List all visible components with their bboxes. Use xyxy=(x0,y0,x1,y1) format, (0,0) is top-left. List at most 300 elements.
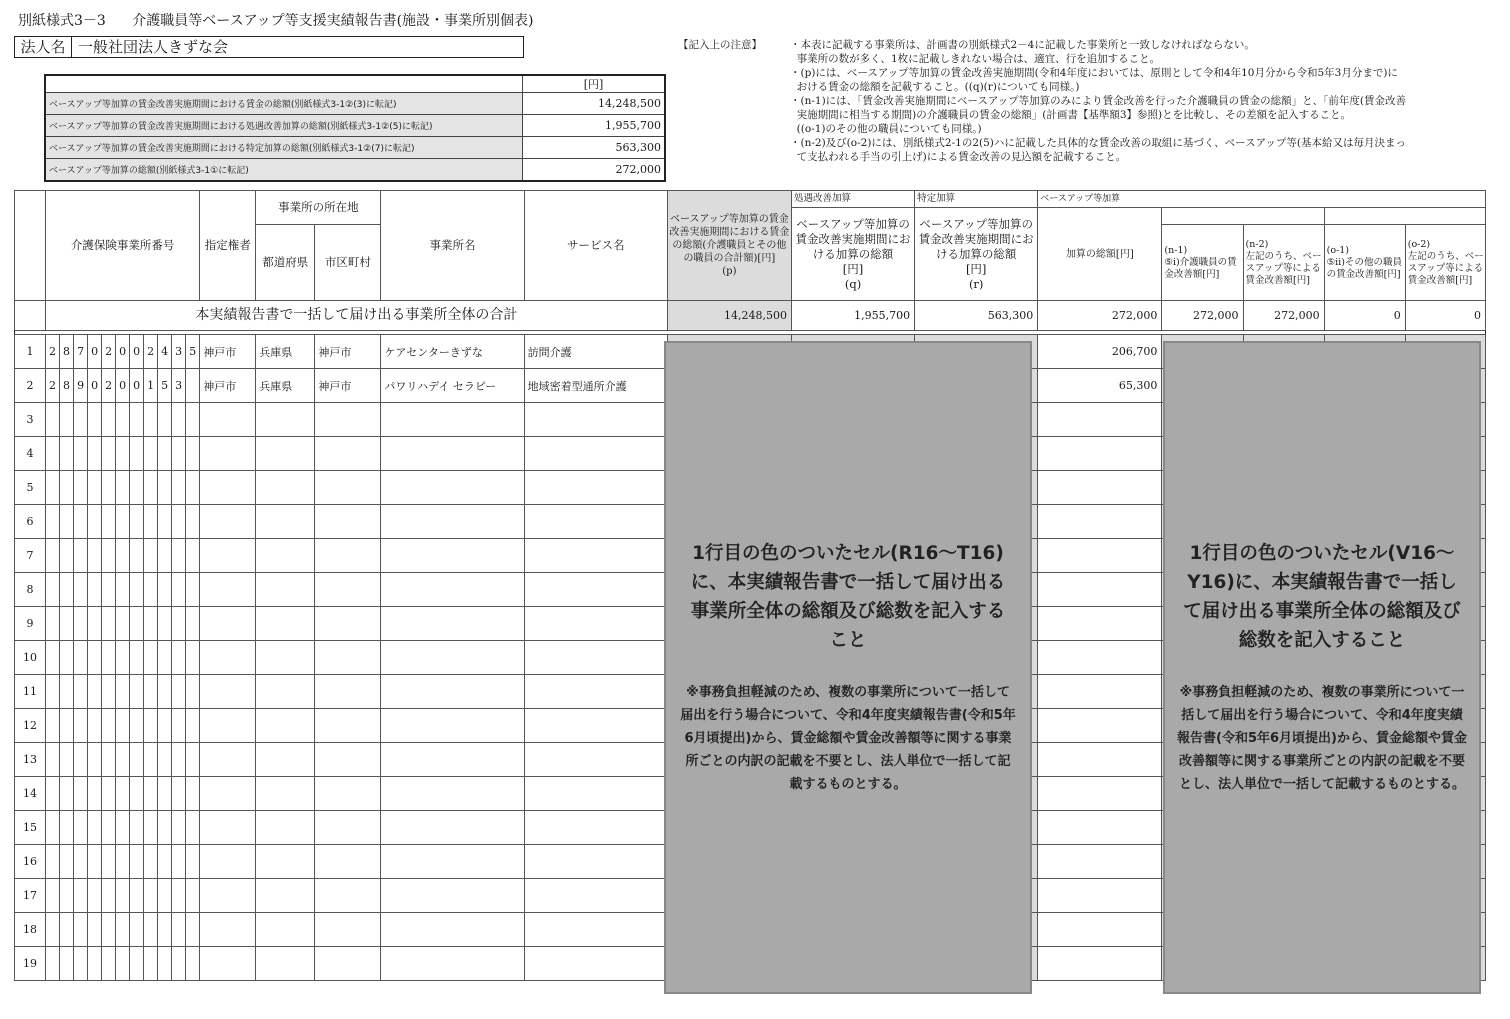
office-number-digit[interactable] xyxy=(186,811,200,845)
summary-row-value[interactable]: 1,955,700 xyxy=(523,115,666,137)
service-name-cell[interactable] xyxy=(524,845,667,879)
office-number-digit[interactable] xyxy=(130,505,144,539)
office-number-digit[interactable] xyxy=(116,403,130,437)
office-number-digit[interactable]: 2 xyxy=(144,335,158,369)
designator-cell[interactable] xyxy=(200,505,256,539)
office-number-digit[interactable] xyxy=(46,471,60,505)
office-number-digit[interactable] xyxy=(60,539,74,573)
designator-cell[interactable] xyxy=(200,437,256,471)
city-cell[interactable] xyxy=(315,845,381,879)
office-number-digit[interactable] xyxy=(88,811,102,845)
office-number-digit[interactable] xyxy=(186,913,200,947)
city-cell[interactable] xyxy=(315,403,381,437)
office-number-digit[interactable] xyxy=(74,947,88,981)
office-number-digit[interactable] xyxy=(186,437,200,471)
office-number-digit[interactable]: 0 xyxy=(88,335,102,369)
office-number-digit[interactable] xyxy=(186,947,200,981)
office-number-digit[interactable] xyxy=(102,403,116,437)
office-number-digit[interactable] xyxy=(60,709,74,743)
city-cell[interactable] xyxy=(315,505,381,539)
office-number-digit[interactable] xyxy=(116,505,130,539)
prefecture-cell[interactable] xyxy=(256,675,315,709)
office-number-digit[interactable] xyxy=(172,505,186,539)
designator-cell[interactable] xyxy=(200,607,256,641)
office-number-digit[interactable] xyxy=(186,777,200,811)
office-number-digit[interactable] xyxy=(46,505,60,539)
addition-total-cell[interactable] xyxy=(1038,675,1162,709)
office-number-digit[interactable]: 2 xyxy=(102,369,116,403)
designator-cell[interactable] xyxy=(200,641,256,675)
office-number-digit[interactable] xyxy=(88,845,102,879)
total-q[interactable]: 1,955,700 xyxy=(791,301,914,331)
office-number-digit[interactable] xyxy=(186,675,200,709)
office-number-digit[interactable] xyxy=(144,471,158,505)
office-number-digit[interactable] xyxy=(46,403,60,437)
office-number-digit[interactable]: 5 xyxy=(158,369,172,403)
total-o1[interactable]: 0 xyxy=(1324,301,1405,331)
office-number-digit[interactable] xyxy=(88,947,102,981)
office-number-digit[interactable] xyxy=(102,777,116,811)
office-number-digit[interactable] xyxy=(60,437,74,471)
office-number-digit[interactable] xyxy=(88,879,102,913)
office-number-digit[interactable] xyxy=(46,845,60,879)
office-number-digit[interactable] xyxy=(144,743,158,777)
office-number-digit[interactable] xyxy=(102,607,116,641)
office-number-digit[interactable] xyxy=(116,641,130,675)
office-number-digit[interactable] xyxy=(130,743,144,777)
service-name-cell[interactable]: 地域密着型通所介護 xyxy=(524,369,667,403)
office-number-digit[interactable] xyxy=(130,913,144,947)
addition-total-cell[interactable] xyxy=(1038,505,1162,539)
office-number-digit[interactable] xyxy=(74,641,88,675)
prefecture-cell[interactable]: 兵庫県 xyxy=(256,335,315,369)
office-number-digit[interactable] xyxy=(60,573,74,607)
office-number-digit[interactable] xyxy=(116,437,130,471)
office-number-digit[interactable] xyxy=(60,811,74,845)
office-number-digit[interactable] xyxy=(172,777,186,811)
office-number-digit[interactable] xyxy=(130,675,144,709)
service-name-cell[interactable] xyxy=(524,709,667,743)
office-number-digit[interactable] xyxy=(46,641,60,675)
office-number-digit[interactable] xyxy=(102,709,116,743)
office-name-cell[interactable]: ケアセンターきずな xyxy=(381,335,524,369)
prefecture-cell[interactable] xyxy=(256,403,315,437)
service-name-cell[interactable] xyxy=(524,743,667,777)
prefecture-cell[interactable] xyxy=(256,641,315,675)
designator-cell[interactable] xyxy=(200,709,256,743)
office-name-cell[interactable] xyxy=(381,879,524,913)
summary-row-value[interactable]: 563,300 xyxy=(523,137,666,159)
office-number-digit[interactable] xyxy=(102,675,116,709)
office-number-digit[interactable] xyxy=(158,709,172,743)
city-cell[interactable]: 神戸市 xyxy=(315,335,381,369)
office-number-digit[interactable] xyxy=(186,505,200,539)
office-number-digit[interactable] xyxy=(186,709,200,743)
service-name-cell[interactable] xyxy=(524,879,667,913)
total-o2[interactable]: 0 xyxy=(1405,301,1485,331)
office-number-digit[interactable] xyxy=(186,573,200,607)
office-number-digit[interactable] xyxy=(130,777,144,811)
office-number-digit[interactable] xyxy=(74,913,88,947)
office-number-digit[interactable] xyxy=(158,403,172,437)
designator-cell[interactable] xyxy=(200,913,256,947)
prefecture-cell[interactable] xyxy=(256,845,315,879)
office-number-digit[interactable] xyxy=(130,607,144,641)
office-number-digit[interactable] xyxy=(130,947,144,981)
office-number-digit[interactable]: 0 xyxy=(116,369,130,403)
service-name-cell[interactable] xyxy=(524,505,667,539)
office-number-digit[interactable] xyxy=(46,743,60,777)
office-number-digit[interactable] xyxy=(186,879,200,913)
office-number-digit[interactable] xyxy=(130,471,144,505)
office-number-digit[interactable] xyxy=(74,471,88,505)
service-name-cell[interactable] xyxy=(524,539,667,573)
office-number-digit[interactable] xyxy=(172,811,186,845)
office-number-digit[interactable] xyxy=(172,471,186,505)
office-number-digit[interactable] xyxy=(60,947,74,981)
office-number-digit[interactable] xyxy=(88,607,102,641)
office-number-digit[interactable] xyxy=(144,641,158,675)
office-number-digit[interactable] xyxy=(172,947,186,981)
prefecture-cell[interactable]: 兵庫県 xyxy=(256,369,315,403)
office-number-digit[interactable]: 9 xyxy=(74,369,88,403)
city-cell[interactable] xyxy=(315,437,381,471)
service-name-cell[interactable] xyxy=(524,947,667,981)
office-number-digit[interactable] xyxy=(74,675,88,709)
designator-cell[interactable] xyxy=(200,471,256,505)
office-number-digit[interactable] xyxy=(46,777,60,811)
addition-total-cell[interactable]: 206,700 xyxy=(1038,335,1162,369)
prefecture-cell[interactable] xyxy=(256,777,315,811)
office-name-cell[interactable] xyxy=(381,607,524,641)
office-number-digit[interactable] xyxy=(46,539,60,573)
office-number-digit[interactable]: 8 xyxy=(60,369,74,403)
service-name-cell[interactable] xyxy=(524,607,667,641)
office-number-digit[interactable] xyxy=(60,879,74,913)
office-name-cell[interactable] xyxy=(381,641,524,675)
addition-total-cell[interactable] xyxy=(1038,607,1162,641)
office-name-cell[interactable] xyxy=(381,471,524,505)
office-number-digit[interactable] xyxy=(102,539,116,573)
office-number-digit[interactable] xyxy=(74,437,88,471)
designator-cell[interactable] xyxy=(200,811,256,845)
office-number-digit[interactable] xyxy=(144,505,158,539)
office-number-digit[interactable] xyxy=(144,777,158,811)
office-number-digit[interactable] xyxy=(74,879,88,913)
office-number-digit[interactable] xyxy=(186,641,200,675)
office-number-digit[interactable] xyxy=(172,641,186,675)
office-number-digit[interactable] xyxy=(88,437,102,471)
city-cell[interactable] xyxy=(315,573,381,607)
office-number-digit[interactable] xyxy=(144,437,158,471)
addition-total-cell[interactable] xyxy=(1038,573,1162,607)
office-number-digit[interactable]: 5 xyxy=(186,335,200,369)
office-name-cell[interactable] xyxy=(381,403,524,437)
designator-cell[interactable]: 神戸市 xyxy=(200,335,256,369)
office-number-digit[interactable]: 3 xyxy=(172,335,186,369)
office-number-digit[interactable] xyxy=(46,675,60,709)
office-number-digit[interactable]: 2 xyxy=(102,335,116,369)
service-name-cell[interactable] xyxy=(524,403,667,437)
office-number-digit[interactable] xyxy=(102,913,116,947)
office-number-digit[interactable] xyxy=(116,743,130,777)
office-number-digit[interactable] xyxy=(102,641,116,675)
office-number-digit[interactable] xyxy=(158,811,172,845)
office-number-digit[interactable] xyxy=(158,505,172,539)
service-name-cell[interactable] xyxy=(524,471,667,505)
addition-total-cell[interactable] xyxy=(1038,403,1162,437)
total-n2[interactable]: 272,000 xyxy=(1243,301,1324,331)
city-cell[interactable] xyxy=(315,743,381,777)
addition-total-cell[interactable] xyxy=(1038,743,1162,777)
city-cell[interactable] xyxy=(315,879,381,913)
total-addition[interactable]: 272,000 xyxy=(1038,301,1162,331)
office-number-digit[interactable] xyxy=(74,845,88,879)
city-cell[interactable] xyxy=(315,709,381,743)
office-number-digit[interactable] xyxy=(116,675,130,709)
prefecture-cell[interactable] xyxy=(256,709,315,743)
office-number-digit[interactable] xyxy=(88,505,102,539)
prefecture-cell[interactable] xyxy=(256,505,315,539)
office-number-digit[interactable] xyxy=(102,811,116,845)
office-name-cell[interactable] xyxy=(381,709,524,743)
office-number-digit[interactable] xyxy=(172,743,186,777)
office-number-digit[interactable] xyxy=(88,471,102,505)
city-cell[interactable] xyxy=(315,913,381,947)
office-number-digit[interactable] xyxy=(60,641,74,675)
office-number-digit[interactable] xyxy=(102,471,116,505)
office-number-digit[interactable] xyxy=(60,471,74,505)
office-number-digit[interactable] xyxy=(172,879,186,913)
office-number-digit[interactable] xyxy=(158,675,172,709)
office-number-digit[interactable] xyxy=(74,743,88,777)
designator-cell[interactable] xyxy=(200,403,256,437)
office-number-digit[interactable] xyxy=(74,505,88,539)
office-number-digit[interactable] xyxy=(172,709,186,743)
office-number-digit[interactable] xyxy=(158,539,172,573)
office-number-digit[interactable] xyxy=(46,913,60,947)
summary-row-value[interactable]: 272,000 xyxy=(523,159,666,182)
total-p[interactable]: 14,248,500 xyxy=(667,301,791,331)
office-number-digit[interactable] xyxy=(158,471,172,505)
office-number-digit[interactable] xyxy=(60,403,74,437)
office-number-digit[interactable] xyxy=(186,743,200,777)
office-number-digit[interactable] xyxy=(116,913,130,947)
city-cell[interactable] xyxy=(315,607,381,641)
office-number-digit[interactable] xyxy=(102,437,116,471)
office-name-cell[interactable]: パワリハデイ セラピー xyxy=(381,369,524,403)
total-n1[interactable]: 272,000 xyxy=(1162,301,1243,331)
service-name-cell[interactable] xyxy=(524,437,667,471)
office-number-digit[interactable] xyxy=(60,607,74,641)
corporation-name-field[interactable]: 一般社団法人きずな会 xyxy=(78,38,229,56)
prefecture-cell[interactable] xyxy=(256,607,315,641)
designator-cell[interactable] xyxy=(200,573,256,607)
office-number-digit[interactable]: 7 xyxy=(74,335,88,369)
office-number-digit[interactable] xyxy=(116,573,130,607)
office-number-digit[interactable]: 2 xyxy=(46,335,60,369)
office-number-digit[interactable] xyxy=(130,879,144,913)
addition-total-cell[interactable] xyxy=(1038,471,1162,505)
service-name-cell[interactable]: 訪問介護 xyxy=(524,335,667,369)
prefecture-cell[interactable] xyxy=(256,947,315,981)
office-number-digit[interactable] xyxy=(74,607,88,641)
office-number-digit[interactable] xyxy=(186,403,200,437)
office-number-digit[interactable] xyxy=(88,641,102,675)
addition-total-cell[interactable] xyxy=(1038,539,1162,573)
office-number-digit[interactable] xyxy=(172,573,186,607)
office-number-digit[interactable] xyxy=(172,675,186,709)
office-number-digit[interactable] xyxy=(186,369,200,403)
designator-cell[interactable] xyxy=(200,743,256,777)
office-number-digit[interactable] xyxy=(130,641,144,675)
designator-cell[interactable] xyxy=(200,845,256,879)
office-name-cell[interactable] xyxy=(381,845,524,879)
office-number-digit[interactable] xyxy=(172,403,186,437)
addition-total-cell[interactable] xyxy=(1038,437,1162,471)
office-number-digit[interactable] xyxy=(46,709,60,743)
office-number-digit[interactable]: 0 xyxy=(116,335,130,369)
addition-total-cell[interactable] xyxy=(1038,811,1162,845)
addition-total-cell[interactable] xyxy=(1038,641,1162,675)
office-number-digit[interactable] xyxy=(172,845,186,879)
designator-cell[interactable]: 神戸市 xyxy=(200,369,256,403)
office-number-digit[interactable] xyxy=(144,675,158,709)
prefecture-cell[interactable] xyxy=(256,539,315,573)
office-number-digit[interactable] xyxy=(88,403,102,437)
office-number-digit[interactable] xyxy=(158,743,172,777)
addition-total-cell[interactable] xyxy=(1038,913,1162,947)
prefecture-cell[interactable] xyxy=(256,573,315,607)
office-name-cell[interactable] xyxy=(381,913,524,947)
office-number-digit[interactable] xyxy=(46,811,60,845)
service-name-cell[interactable] xyxy=(524,777,667,811)
office-number-digit[interactable] xyxy=(172,437,186,471)
designator-cell[interactable] xyxy=(200,539,256,573)
office-number-digit[interactable] xyxy=(88,709,102,743)
office-number-digit[interactable] xyxy=(88,743,102,777)
office-number-digit[interactable] xyxy=(60,505,74,539)
office-number-digit[interactable] xyxy=(158,913,172,947)
office-number-digit[interactable] xyxy=(60,845,74,879)
office-number-digit[interactable] xyxy=(88,573,102,607)
prefecture-cell[interactable] xyxy=(256,471,315,505)
service-name-cell[interactable] xyxy=(524,573,667,607)
office-number-digit[interactable] xyxy=(60,913,74,947)
office-number-digit[interactable] xyxy=(186,845,200,879)
office-number-digit[interactable] xyxy=(102,845,116,879)
city-cell[interactable]: 神戸市 xyxy=(315,369,381,403)
prefecture-cell[interactable] xyxy=(256,913,315,947)
office-number-digit[interactable] xyxy=(88,913,102,947)
office-number-digit[interactable] xyxy=(186,539,200,573)
office-number-digit[interactable] xyxy=(116,879,130,913)
prefecture-cell[interactable] xyxy=(256,743,315,777)
office-number-digit[interactable]: 0 xyxy=(130,335,144,369)
office-number-digit[interactable] xyxy=(74,403,88,437)
office-number-digit[interactable] xyxy=(46,573,60,607)
office-number-digit[interactable]: 1 xyxy=(144,369,158,403)
addition-total-cell[interactable] xyxy=(1038,879,1162,913)
office-number-digit[interactable]: 0 xyxy=(130,369,144,403)
office-number-digit[interactable] xyxy=(60,743,74,777)
office-number-digit[interactable] xyxy=(60,675,74,709)
office-number-digit[interactable] xyxy=(144,539,158,573)
office-number-digit[interactable] xyxy=(158,437,172,471)
prefecture-cell[interactable] xyxy=(256,811,315,845)
office-number-digit[interactable] xyxy=(102,573,116,607)
office-name-cell[interactable] xyxy=(381,811,524,845)
office-number-digit[interactable] xyxy=(130,539,144,573)
office-number-digit[interactable] xyxy=(144,913,158,947)
office-number-digit[interactable] xyxy=(74,573,88,607)
office-number-digit[interactable] xyxy=(186,471,200,505)
addition-total-cell[interactable] xyxy=(1038,709,1162,743)
office-number-digit[interactable] xyxy=(46,607,60,641)
addition-total-cell[interactable] xyxy=(1038,777,1162,811)
office-name-cell[interactable] xyxy=(381,947,524,981)
office-number-digit[interactable] xyxy=(130,811,144,845)
office-number-digit[interactable] xyxy=(144,607,158,641)
office-number-digit[interactable] xyxy=(60,777,74,811)
office-number-digit[interactable] xyxy=(74,777,88,811)
office-number-digit[interactable] xyxy=(116,709,130,743)
office-number-digit[interactable]: 3 xyxy=(172,369,186,403)
city-cell[interactable] xyxy=(315,947,381,981)
office-number-digit[interactable] xyxy=(88,777,102,811)
office-number-digit[interactable] xyxy=(130,845,144,879)
summary-row-value[interactable]: 14,248,500 xyxy=(523,93,666,115)
office-name-cell[interactable] xyxy=(381,539,524,573)
prefecture-cell[interactable] xyxy=(256,879,315,913)
office-number-digit[interactable] xyxy=(172,539,186,573)
office-number-digit[interactable] xyxy=(130,403,144,437)
designator-cell[interactable] xyxy=(200,879,256,913)
office-number-digit[interactable] xyxy=(74,539,88,573)
office-number-digit[interactable] xyxy=(158,947,172,981)
office-number-digit[interactable] xyxy=(116,471,130,505)
office-number-digit[interactable] xyxy=(116,607,130,641)
office-number-digit[interactable] xyxy=(116,777,130,811)
office-number-digit[interactable] xyxy=(158,641,172,675)
office-number-digit[interactable] xyxy=(116,845,130,879)
service-name-cell[interactable] xyxy=(524,641,667,675)
service-name-cell[interactable] xyxy=(524,675,667,709)
office-number-digit[interactable] xyxy=(144,879,158,913)
office-number-digit[interactable] xyxy=(144,811,158,845)
designator-cell[interactable] xyxy=(200,675,256,709)
city-cell[interactable] xyxy=(315,777,381,811)
office-number-digit[interactable] xyxy=(158,777,172,811)
city-cell[interactable] xyxy=(315,811,381,845)
office-number-digit[interactable] xyxy=(116,947,130,981)
office-number-digit[interactable]: 2 xyxy=(46,369,60,403)
city-cell[interactable] xyxy=(315,641,381,675)
service-name-cell[interactable] xyxy=(524,811,667,845)
designator-cell[interactable] xyxy=(200,777,256,811)
office-number-digit[interactable] xyxy=(102,505,116,539)
office-number-digit[interactable] xyxy=(158,879,172,913)
addition-total-cell[interactable] xyxy=(1038,845,1162,879)
office-number-digit[interactable] xyxy=(158,607,172,641)
total-r[interactable]: 563,300 xyxy=(915,301,1038,331)
office-number-digit[interactable] xyxy=(158,845,172,879)
office-number-digit[interactable] xyxy=(144,403,158,437)
addition-total-cell[interactable] xyxy=(1038,947,1162,981)
office-name-cell[interactable] xyxy=(381,437,524,471)
office-name-cell[interactable] xyxy=(381,505,524,539)
office-number-digit[interactable]: 4 xyxy=(158,335,172,369)
